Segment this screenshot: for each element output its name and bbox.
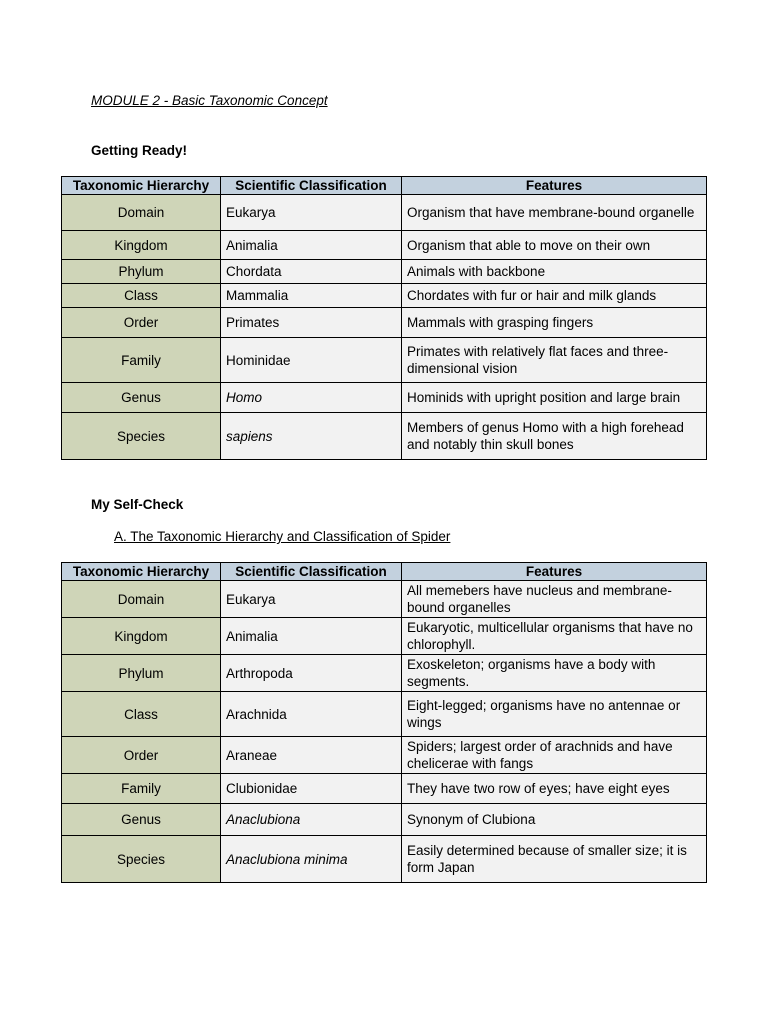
rank-cell: Phylum [62,655,221,692]
features-cell: They have two row of eyes; have eight eyes [402,774,707,804]
features-cell: Eight-legged; organisms have no antennae or wings [402,692,707,737]
features-cell: Members of genus Homo with a high forehead and notably thin skull bones [402,413,707,460]
self-check-heading: My Self-Check [91,497,184,512]
header-taxonomic-hierarchy: Taxonomic Hierarchy [62,177,221,195]
self-check-table [61,562,707,883]
table-row [62,836,707,883]
rank-cell: Domain [62,195,221,231]
table-row [62,774,707,804]
table-row [62,804,707,836]
rank-cell: Class [62,284,221,308]
rank-cell: Order [62,308,221,338]
classification-cell: Anaclubiona minima [221,836,402,883]
table-row [62,231,707,260]
rank-cell: Kingdom [62,231,221,260]
table-row [62,260,707,284]
features-cell: Easily determined because of smaller size; it is form Japan [402,836,707,883]
table-row [62,655,707,692]
table-row [62,692,707,737]
module-title: MODULE 2 - Basic Taxonomic Concept [91,93,328,108]
table-header-row [62,177,707,195]
header-scientific-classification: Scientific Classification [221,563,402,581]
features-cell: Mammals with grasping fingers [402,308,707,338]
classification-cell: Animalia [221,231,402,260]
classification-cell: Eukarya [221,195,402,231]
features-cell: Eukaryotic, multicellular organisms that have no chlorophyll. [402,618,707,655]
table-row [62,413,707,460]
getting-ready-table [61,176,707,460]
classification-cell: Homo [221,383,402,413]
rank-cell: Family [62,338,221,383]
table-row [62,338,707,383]
header-taxonomic-hierarchy: Taxonomic Hierarchy [62,563,221,581]
features-cell: Organism that have membrane-bound organelle [402,195,707,231]
features-cell: Spiders; largest order of arachnids and have chelicerae with fangs [402,737,707,774]
classification-cell: Eukarya [221,581,402,618]
features-cell: Hominids with upright position and large brain [402,383,707,413]
classification-cell: Hominidae [221,338,402,383]
features-cell: Chordates with fur or hair and milk glands [402,284,707,308]
rank-cell: Species [62,836,221,883]
classification-cell: Anaclubiona [221,804,402,836]
rank-cell: Domain [62,581,221,618]
classification-cell: Chordata [221,260,402,284]
classification-cell: Mammalia [221,284,402,308]
classification-cell: Araneae [221,737,402,774]
table-row [62,581,707,618]
self-check-subheading: A. The Taxonomic Hierarchy and Classification of Spider [114,529,451,544]
classification-cell: Animalia [221,618,402,655]
header-features: Features [402,177,707,195]
features-cell: All memebers have nucleus and membrane-bound organelles [402,581,707,618]
table-row [62,618,707,655]
rank-cell: Genus [62,804,221,836]
features-cell: Animals with backbone [402,260,707,284]
classification-cell: Arachnida [221,692,402,737]
table-row [62,308,707,338]
table-header-row [62,563,707,581]
classification-cell: Arthropoda [221,655,402,692]
header-scientific-classification: Scientific Classification [221,177,402,195]
classification-cell: sapiens [221,413,402,460]
features-cell: Primates with relatively flat faces and three-dimensional vision [402,338,707,383]
rank-cell: Kingdom [62,618,221,655]
rank-cell: Phylum [62,260,221,284]
features-cell: Synonym of Clubiona [402,804,707,836]
getting-ready-heading: Getting Ready! [91,143,188,158]
table-row [62,195,707,231]
features-cell: Organism that able to move on their own [402,231,707,260]
table-row [62,284,707,308]
rank-cell: Class [62,692,221,737]
table-row [62,383,707,413]
rank-cell: Family [62,774,221,804]
table-row [62,737,707,774]
rank-cell: Order [62,737,221,774]
header-features: Features [402,563,707,581]
classification-cell: Clubionidae [221,774,402,804]
classification-cell: Primates [221,308,402,338]
features-cell: Exoskeleton; organisms have a body with segments. [402,655,707,692]
rank-cell: Species [62,413,221,460]
rank-cell: Genus [62,383,221,413]
